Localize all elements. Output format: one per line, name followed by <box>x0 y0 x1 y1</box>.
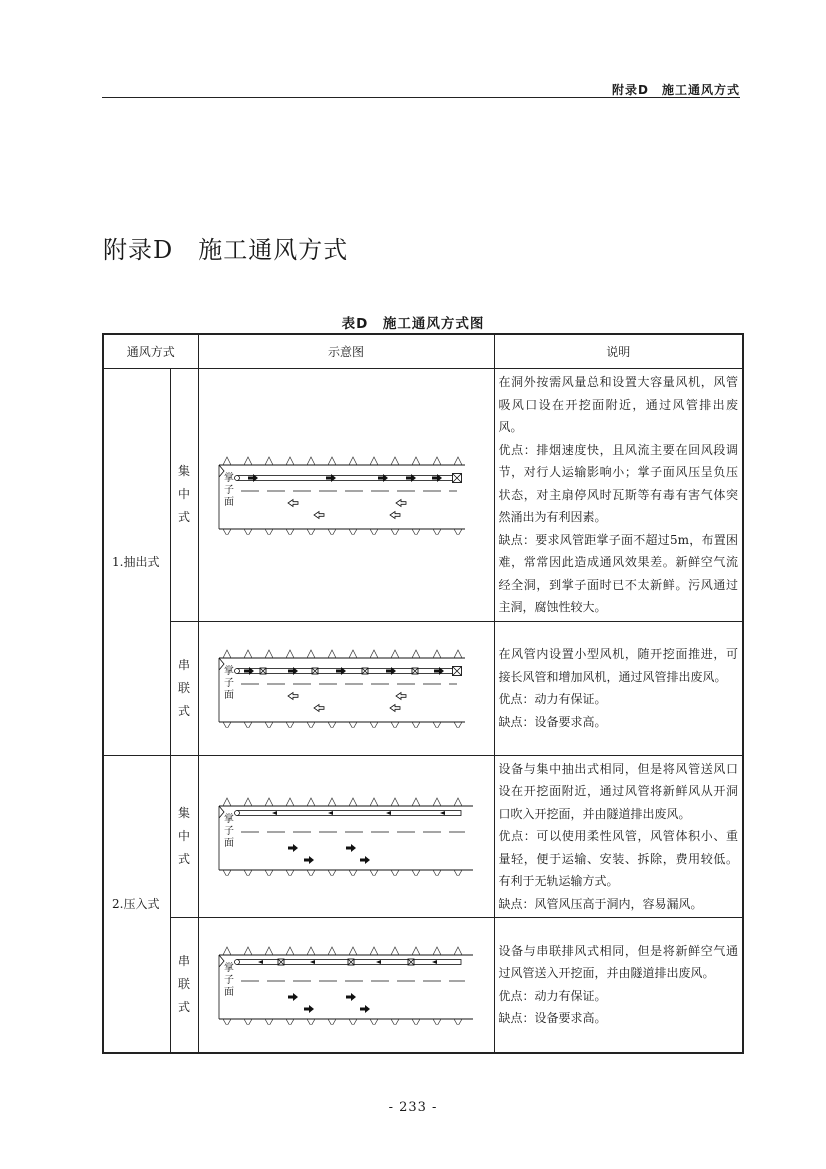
sub-series: 串 联 式 <box>170 621 198 755</box>
table-row <box>103 621 743 755</box>
page-number: - 233 - <box>388 1100 438 1115</box>
sub-centralized: 集 中 式 <box>170 369 198 622</box>
airflow-arrow <box>346 844 356 852</box>
diagram-cell <box>198 621 494 755</box>
header-diagram: 示意图 <box>198 334 494 369</box>
duct-inlet <box>235 811 240 816</box>
return-air-arrow <box>288 499 298 506</box>
return-air-arrow <box>314 511 324 518</box>
airflow-arrow <box>346 993 356 1001</box>
mode-forced: 2.压入式 <box>103 755 170 1053</box>
description: 在风管内设置小型风机，随开挖面推进，可接长风管和增加风机，通过风管排出废风。 优点：动力有保证。 缺点：设备要求高。 <box>494 621 743 755</box>
chapter-title: 附录D 施工通风方式 <box>103 236 349 264</box>
face-label: 面 <box>224 838 235 850</box>
table-header-row <box>103 334 743 369</box>
face-label: 子 <box>224 484 235 496</box>
face-label: 子 <box>224 974 235 986</box>
tunnel-diagram <box>211 455 481 535</box>
air-duct <box>237 475 453 480</box>
airflow-arrow <box>360 1005 370 1013</box>
airflow-arrow <box>360 856 370 864</box>
rock-hatching <box>223 650 462 728</box>
tunnel-diagram <box>211 796 481 876</box>
running-head: 附录D 施工通风方式 <box>612 83 740 97</box>
air-duct <box>237 811 461 816</box>
face-label: 面 <box>224 496 235 508</box>
header-mode: 通风方式 <box>103 334 198 369</box>
tunnel-diagram <box>211 648 481 728</box>
ventilation-table <box>102 333 744 1054</box>
face-label: 掌 <box>224 666 235 677</box>
header-desc: 说明 <box>494 334 743 369</box>
rock-hatching <box>223 947 462 1025</box>
return-air-arrow <box>390 511 400 518</box>
airflow-arrow <box>288 993 298 1001</box>
duct-inlet <box>235 669 240 674</box>
rock-hatching <box>223 798 462 876</box>
description: 在洞外按需风量总和设置大容量风机，风管吸风口设在开挖面附近，通过风管排出废风。 优点：排烟速度快，且风流主要在回风段调节，对行人运输影响小；掌子面风压呈负压状态，对主扇停风时瓦斯等有毒有害气体突然涌出为有利因素。 缺点：要求风管距掌子面不超过5m，布置困难，常常因此造成通风效果差。新鲜空气流经全洞，到掌子面时已不太新鲜。污风通过主洞，腐蚀性较大。 <box>494 369 743 622</box>
duct-inlet <box>235 959 240 964</box>
description: 设备与集中抽出式相同，但是将风管送风口设在开挖面附近，通过风管将新鲜风从开洞口吹入开挖面，并由隧道排出废风。 优点：可以使用柔性风管，风管体积小、重量轻，便于运输、安装、拆除，费用较低。有利于无轨运输方式。 缺点：风管风压高于洞内，容易漏风。 <box>494 755 743 918</box>
sub-series: 串 联 式 <box>170 918 198 1053</box>
diagram-cell <box>198 755 494 918</box>
table-row <box>103 918 743 1053</box>
face-label: 掌 <box>224 814 235 826</box>
return-air-arrow <box>314 705 324 712</box>
return-air-arrow <box>288 693 298 700</box>
face-label: 面 <box>224 986 235 998</box>
duct-inlet <box>235 475 240 480</box>
diagram-cell <box>198 369 494 622</box>
header-rule <box>102 97 740 98</box>
return-air-arrow <box>396 693 406 700</box>
table-row <box>103 369 743 622</box>
airflow-arrow <box>304 1005 314 1013</box>
face-label: 子 <box>224 826 235 838</box>
table-caption: 表D 施工通风方式图 <box>341 316 485 332</box>
tunnel-diagram <box>211 945 481 1025</box>
airflow-arrow <box>304 856 314 864</box>
table-row <box>103 755 743 918</box>
mode-extraction: 1.抽出式 <box>103 369 170 756</box>
face-label: 掌 <box>224 472 235 484</box>
description: 设备与串联排风式相同，但是将新鲜空气通过风管送入开挖面，并由隧道排出废风。 优点：动力有保证。 缺点：设备要求高。 <box>494 918 743 1053</box>
airflow-arrow <box>288 844 298 852</box>
sub-centralized: 集 中 式 <box>170 755 198 918</box>
face-label: 子 <box>224 678 235 689</box>
return-air-arrow <box>396 499 406 506</box>
return-air-arrow <box>390 705 400 712</box>
rock-hatching <box>223 457 462 535</box>
face-label: 掌 <box>224 962 235 974</box>
face-label: 面 <box>224 690 235 701</box>
diagram-cell <box>198 918 494 1053</box>
